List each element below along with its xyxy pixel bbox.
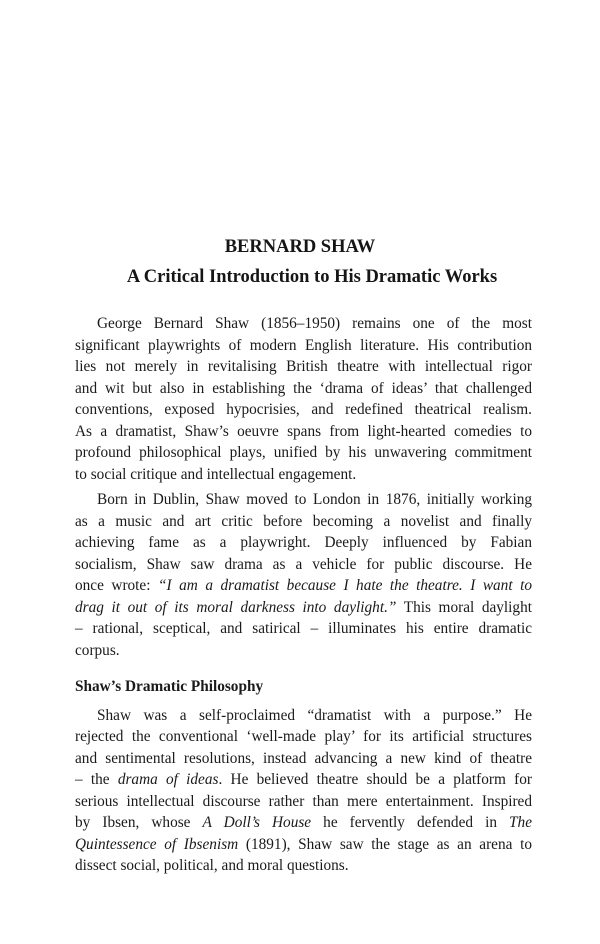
paragraph-philosophy	[75, 705, 532, 877]
text-line: corpus.	[75, 641, 120, 659]
text-run: he fervently defended in	[311, 814, 510, 831]
text-line	[75, 575, 532, 597]
shaw-quote-continued: drag it out of its moral darkness into daylight.”	[75, 598, 397, 616]
text-line: and wit but also in establishing the ‘drama of ideas’ that challenged	[75, 379, 532, 397]
paragraph-intro	[75, 313, 532, 485]
text-line	[75, 769, 532, 791]
text-line: achieving fame as a playwright. Deeply influenced by Fabian	[75, 534, 532, 551]
text-line: to social critique and intellectual engagement.	[75, 465, 357, 483]
text-line: socialism, Shaw saw drama as a vehicle for public discourse. He	[75, 555, 532, 573]
text-line: Shaw was a self-proclaimed “dramatist with a purpose.” He	[97, 706, 532, 724]
shaw-quote: “I am a dramatist because I hate the theatre. I want to	[158, 577, 533, 594]
text-line: profound philosophical plays, unified by his unwavering commitment	[75, 444, 532, 461]
italic-term: drama of ideas	[117, 771, 219, 788]
text-run: . He believed theatre should be a platform for	[218, 771, 532, 788]
book-subtitle: A Critical Introduction to His Dramatic Works	[126, 267, 498, 287]
text-run: by Ibsen, whose	[75, 814, 203, 831]
text-line: serious intellectual discourse rather than mere entertainment. Inspired	[75, 792, 532, 810]
text-run: – the	[75, 771, 118, 788]
text-line: conventions, exposed hypocrisies, and redefined theatrical realism.	[75, 401, 532, 418]
text-line: significant playwrights of modern English literature. His contribution	[75, 336, 532, 354]
text-run: This moral daylight	[396, 598, 532, 616]
text-run: (1891), Shaw saw the stage as an arena to	[238, 835, 532, 853]
text-line: As a dramatist, Shaw’s oeuvre spans from light-hearted comedies to	[75, 422, 532, 440]
chapter-title-block	[0, 232, 600, 292]
italic-title: A Doll’s House	[202, 814, 312, 831]
text-line: – rational, sceptical, and satirical – illuminates his entire dramatic	[75, 620, 532, 637]
section-heading: Shaw’s Dramatic Philosophy	[75, 678, 264, 695]
book-title: BERNARD SHAW	[224, 237, 376, 257]
text-line: lies not merely in revitalising British theatre with intellectual rigor	[75, 358, 532, 375]
text-line	[75, 812, 532, 834]
italic-title: The	[509, 814, 532, 831]
text-line: rejected the conventional ‘well-made play’ for its artificial structures	[75, 728, 532, 745]
italic-title: Quintessence of Ibsenism	[75, 835, 239, 853]
text-line: Born in Dublin, Shaw moved to London in 1876, initially working	[97, 491, 532, 508]
body-text	[75, 313, 532, 877]
text-line: George Bernard Shaw (1856–1950) remains one of the most	[97, 315, 532, 332]
text-line: dissect social, political, and moral questions.	[75, 857, 349, 874]
text-line: as a music and art critic before becoming a novelist and finally	[75, 512, 532, 530]
paragraph-biography	[75, 489, 532, 661]
text-line: and sentimental resolutions, instead advancing a new kind of theatre	[75, 749, 532, 767]
text-line	[75, 834, 532, 856]
text-line	[75, 597, 532, 619]
text-run: once wrote:	[75, 577, 158, 594]
